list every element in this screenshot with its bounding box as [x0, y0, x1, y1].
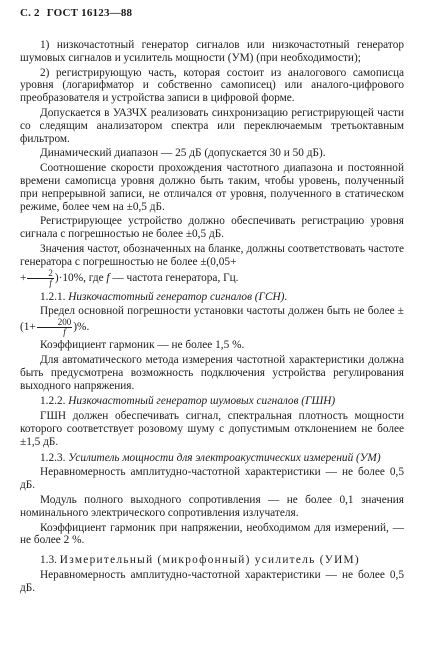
frequency-symbol: f: [106, 271, 110, 284]
fraction-numerator: 200: [37, 318, 73, 328]
frequency-text-b: )·10%, где: [54, 271, 104, 284]
paragraph-harmonics: Коэффициент гармоник — не более 1,5 %.: [40, 339, 245, 352]
section-heading-1-2-2: [20, 395, 404, 408]
paragraph-generator: 1) низкочастотный генератор сигналов или низкочастотный генератор шумовых сигналов и усилитель мощности (УМ) (при необходимости);: [20, 39, 404, 64]
frequency-error-text-b: )%.: [73, 321, 90, 334]
frequency-text-c: — частота генератора, Гц.: [112, 271, 239, 284]
section-number: 1.2.3.: [40, 451, 66, 464]
section-number: 1.3.: [40, 554, 57, 567]
fraction-2-over-f: [27, 269, 54, 288]
paragraph-amplifier-harmonics: Коэффициент гармоник при напряжении, необходимом для измерений, — не более 2 %.: [20, 521, 404, 547]
section-title: Измерительный (микрофонный) усилитель (УИМ): [59, 554, 360, 567]
section-heading-1-2-1: [20, 291, 404, 304]
document-body: [20, 39, 404, 596]
paragraph-frequency-error: [20, 305, 404, 337]
paragraph-speed-ratio: Соотношение скорости прохождения частотного диапазона и постоянной времени самописца уровня должно быть таким, чтобы уровень, полученный при непрерывной записи, не отличался от уровня, полученного в статическом режиме, более чем на ±0,5 дБ.: [20, 162, 404, 213]
page-header: [20, 7, 132, 19]
frequency-text-a: Значения частот, обозначенных на бланке, должны соответствовать частоте генератора с погрешностью не более ±(0,05+: [20, 242, 404, 268]
paragraph-dynamic-range: Динамический диапазон — 25 дБ (допускается 30 и 50 дБ).: [40, 147, 326, 160]
paragraph-frequency-values: [20, 243, 404, 288]
section-title: Низкочастотный генератор шумовых сигналов (ГШН): [68, 395, 336, 408]
fraction-denominator: f: [49, 277, 52, 288]
fraction-200-over-f: [37, 318, 73, 337]
paragraph-automatic-method: Для автоматического метода измерения частотной характеристики должна быть предусмотрена возможность подключения устройства регулирования выходного напряжения.: [20, 353, 404, 392]
paragraph-amplifier-flatness: Неравномерность амплитудно-частотной характеристики — не более 0,5 дБ.: [20, 466, 404, 492]
fraction-denominator: f: [63, 327, 66, 338]
paragraph-synchronization: Допускается в УАЗЧХ реализовать синхронизацию регистрирующей части со следящим анализатором спектра или переключаемым третьоктавным фильтром.: [20, 106, 404, 145]
paragraph-pink-noise: ГШН должен обеспечивать сигнал, спектральная плотность мощности которого соответствует розовому шуму с допустимым отклонением не более ±1,5 дБ.: [20, 410, 404, 448]
section-title: Низкочастотный генератор сигналов (ГСН).: [68, 290, 288, 303]
paragraph-recording-part: 2) регистрирующую часть, которая состоит из аналогового самописца уровня (логарифматор и собственно самописец) или аналого-цифрового преобразователя и устройства записи в цифровой форме.: [20, 66, 404, 105]
paragraph-output-impedance: Модуль полного выходного сопротивления — не более 0,1 значения номинального электрического сопротивления излучателя.: [20, 493, 404, 519]
paragraph-registration-accuracy: Регистрирующее устройство должно обеспечивать регистрацию уровня сигнала с погрешностью не более ±0,5 дБ.: [20, 215, 404, 241]
standard-title: ГОСТ 16123—88: [46, 7, 133, 19]
section-number: 1.2.1.: [40, 290, 66, 303]
section-title: Усилитель мощности для электроакустических измерений (УМ): [68, 451, 381, 464]
frequency-plus: +: [20, 271, 27, 284]
paragraph-measuring-amplifier-flatness: Неравномерность амплитудно-частотной характеристики — не более 0,5 дБ.: [20, 568, 404, 594]
section-heading-1-2-3: [20, 452, 404, 465]
section-number: 1.2.2.: [40, 395, 66, 408]
section-heading-1-3: [20, 554, 404, 567]
frequency-error-text-a: Предел основной погрешности установки частоты должен быть не более ±(1+: [20, 305, 404, 334]
page-number: С. 2: [20, 7, 40, 19]
fraction-numerator: 2: [27, 269, 54, 279]
